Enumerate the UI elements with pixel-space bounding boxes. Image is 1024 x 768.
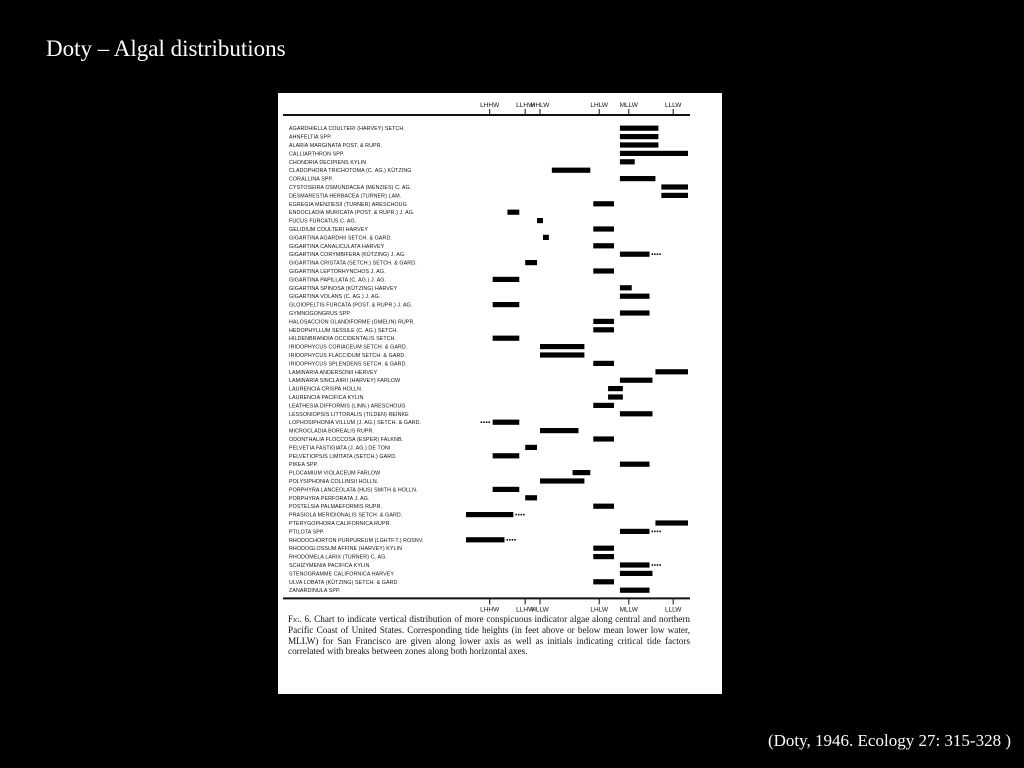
species-label: PELVETIA FASTIGIATA (J. AG.) DE TONI [289,445,391,452]
species-label: LAMINARIA ANDERSONII HERVEY [289,369,378,376]
species-label: LEATHESIA DIFFORMIS (LINN.) ARESCHOUG [289,403,406,410]
distribution-bar [593,504,614,509]
species-label: GLOIOPELTIS FURCATA (POST. & RUPR.) J. AG. [289,302,413,309]
distribution-bar [620,310,650,315]
distribution-bar [620,176,656,181]
bottom-tick-label: LLLW [664,606,682,613]
dotted-extension-dot [518,514,520,516]
distribution-bar [537,218,543,223]
dotted-extension-dot [521,514,523,516]
distribution-bar [493,453,520,458]
distribution-bar [540,478,584,483]
species-label: PORPHYRA LANCEOLATA (HUS) SMITH & HOLLN. [289,487,418,494]
distribution-bar [593,201,614,206]
distribution-bar [593,361,614,366]
top-tick-label: LHHW [480,102,500,109]
species-label: RHODOMELA LARIX (TURNER) C. AG. [289,554,387,561]
slide-title: Doty – Algal distributions [46,36,286,61]
species-label: MICROCLADIA BOREALIS RUPR. [289,428,375,435]
species-label: PRASIOLA MERIDIONALIS SETCH. & GARD. [289,512,403,519]
species-label: PIKEA SPP. [289,462,319,469]
species-label: CHONDRIA DECIPIENS KYLIN [289,159,367,166]
figure-scan [278,93,722,694]
species-label: STENOGRAMME CALIFORNICA HARVEY [289,571,395,578]
species-label: HEDOPHYLLUM SESSILE (C. AG.) SETCH. [289,327,398,334]
distribution-bar [620,294,650,299]
distribution-bar [655,369,688,374]
distribution-bar [507,210,519,215]
dotted-extension-dot [512,539,514,541]
dotted-extension-dot [486,421,488,423]
bottom-tick-label: LLHW [516,606,535,613]
species-label: EGREGIA MENZIESII (TURNER) ARESCHOUG [289,201,407,208]
species-label: CYSTOSEIRA OSMUNDACEA (MENZIES) C. AG. [289,185,412,191]
bottom-tick-label: LHLW [590,606,608,613]
distribution-bar [593,327,614,332]
dotted-extension-dot [657,253,659,255]
distribution-bar [620,588,650,593]
figure-caption-text: Chart to indicate vertical distribution of more conspicuous indicator algae along central and northern Pacific Coast of United States. Corresponding tide heights (in feet above or below mean lower low water, MLLW) for San Francisco are given along lower axis as well as initials indicating critical tide factors correlated with breaks between zones along both horizontal axes. [288,614,691,657]
citation: (Doty, 1946. Ecology 27: 315-328 ) [767,731,1011,750]
species-label: AGARDHIELLA COULTERI (HARVEY) SETCH. [289,126,405,133]
species-label: LOPHOSIPHONIA VILLUM (J. AG.) SETCH. & GARD. [289,420,422,427]
distribution-bar [593,554,614,559]
distribution-bar [540,344,584,349]
figure-caption [288,614,690,657]
distribution-bar [620,378,653,383]
distribution-bar [493,487,520,492]
species-label: LAMINARIA SINCLAIRII (HARVEY) FARLOW [289,378,401,385]
species-label: PTERYGOPHORA CALIFORNICA RUPR. [289,521,392,527]
dotted-extension-dot [514,539,516,541]
bottom-tick-label: LHHW [480,606,500,613]
dotted-extension-dot [659,253,661,255]
dotted-extension-dot [657,564,659,566]
distribution-bar [543,235,549,240]
species-label: GIGARTINA PAPILLATA (C. AG.) J. AG. [289,277,387,284]
species-label: ODONTHALIA FLOCCOSA (ESPER) FALKNB. [289,437,404,443]
distribution-bar [620,134,658,139]
species-label: IRIDOPHYCUS CORIACEUM SETCH. & GARD. [289,344,408,351]
distribution-bar [552,168,590,173]
species-label: POLYSIPHONIA COLLINSII HOLLN. [289,479,379,485]
distribution-bar [493,277,520,282]
distribution-bar [573,470,591,475]
distribution-bar [593,243,614,248]
distribution-bar [620,462,650,467]
species-label: PTILOTA SPP. [289,529,325,536]
species-label: CALLIARTHRON SPP. [289,151,345,158]
distribution-bar [593,403,614,408]
species-label: POSTELSIA PALMAEFORMIS RUPR. [289,504,383,511]
dotted-extension-dot [481,421,483,423]
species-label: ENDOCLADIA MURICATA (POST. & RUPR.) J. AG. [289,210,415,217]
distribution-bar [608,386,623,391]
distribution-bar [466,537,504,542]
species-label: AHNFELTIA SPP. [289,134,332,141]
dotted-extension-dot [483,421,485,423]
distribution-bar [620,159,635,164]
species-label: ULVA LOBATA (KÜTZING) SETCH. & GARD. [289,579,400,586]
distribution-bar [620,285,632,290]
bottom-tick-label: HLLW [531,606,549,613]
species-label: ALARIA MARGINATA POST. & RUPR. [289,143,383,149]
distribution-bar [608,394,623,399]
distribution-bar [593,319,614,324]
species-label: RHODOGLOSSUM AFFINE (HARVEY) KYLIN [289,546,403,553]
distribution-bar [525,445,537,450]
dotted-extension-dot [654,564,656,566]
distribution-bar [593,546,614,551]
distribution-bar [593,436,614,441]
species-label: HILDENBRANDIA OCCIDENTALIS SETCH. [289,336,397,343]
distribution-bar [661,193,688,198]
dotted-extension-dot [659,564,661,566]
distribution-bar [493,302,520,307]
species-label: GELIDIUM COULTERI HARVEY [289,227,369,233]
distribution-bar [620,529,650,534]
dotted-extension-dot [652,564,654,566]
distribution-bar [655,520,688,525]
species-label: GIGARTINA SPINOSA (KÜTZING) HARVEY [289,285,398,292]
species-label: GIGARTINA LEPTORHYNCHOS J. AG. [289,269,386,275]
distribution-bar [540,428,578,433]
dotted-extension-dot [488,421,490,423]
species-label: IRIDOPHYCUS SPLENDENS SETCH. & GARD. [289,361,408,368]
distribution-bar [620,562,650,567]
top-tick-label: HHLW [530,102,550,109]
species-label: CLADOPHORA TRICHOTOMA (C. AG.) KÜTZING [289,168,412,175]
top-tick-label: MLLW [619,102,638,109]
dotted-extension-dot [652,531,654,533]
distribution-bar [525,260,537,265]
dotted-extension-dot [657,531,659,533]
distribution-bar [540,352,584,357]
species-label: HALOSACCION GLANDIFORME (GMELIN) RUPR. [289,319,415,326]
algal-distribution-chart [278,93,722,613]
species-label: GIGARTINA CANALICULATA HARVEY [289,243,385,250]
distribution-bar [593,226,614,231]
distribution-bar [620,252,650,257]
species-label: PELVETIOPSIS LIMITATA (SETCH.) GARD. [289,453,397,460]
species-label: GIGARTINA VOLANS (C. AG.) J. AG. [289,294,381,301]
dotted-extension-dot [654,531,656,533]
dotted-extension-dot [659,531,661,533]
species-label: FUCUS FURCATUS C. AG. [289,218,357,225]
distribution-bar [593,579,614,584]
species-label: GYMNOGONGRUS SPP. [289,311,351,317]
species-label: RHODOCHORTON PURPUREUM (LGHTF.T.) ROSNV. [289,537,424,544]
species-label: LAURENCIA PACIFICA KYLIN [289,395,364,401]
species-label: ZANARDINULA SPP. [289,588,341,595]
top-tick-label: LLHW [516,102,535,109]
dotted-extension-dot [652,253,654,255]
dotted-extension-dot [515,514,517,516]
species-label: DESMARESTIA HERBACEA (TURNER) LAM. [289,193,402,200]
dotted-extension-dot [523,514,525,516]
species-label: GIGARTINA CRISTATA (SETCH.) SETCH. & GARD. [289,260,417,267]
distribution-bar [620,571,653,576]
species-label: IRIDOPHYCUS FLACCIDUM SETCH. & GARD. [289,353,406,359]
species-label: LAURENCIA CRISPA HOLLN. [289,386,363,393]
species-label: LESSONIOPSIS LITTORALIS (TILDEN) REINKE [289,411,409,418]
distribution-bar [620,411,653,416]
species-label: CORALLINA SPP. [289,176,333,183]
distribution-bar [466,512,513,517]
distribution-bar [493,336,520,341]
top-tick-label: LLLW [664,102,682,109]
species-label: PORPHYRA PERFORATA J. AG. [289,495,370,502]
bottom-tick-label: MLLW [619,606,638,613]
dotted-extension-dot [654,253,656,255]
figure-caption-label: Fig. 6. [288,614,312,624]
distribution-bar [620,126,658,131]
distribution-bar [620,142,658,147]
species-label: SCHIZYMENIA PACIFICA KYLIN [289,563,370,569]
dotted-extension-dot [506,539,508,541]
dotted-extension-dot [509,539,511,541]
distribution-bar [620,151,688,156]
distribution-bar [493,420,520,425]
species-label: GIGARTINA CORYMBIFERA (KÜTZING) J. AG. [289,252,406,259]
species-label: GIGARTINA AGARDHII SETCH. & GARD. [289,235,392,242]
species-label: PLOCAMIUM VIOLACEUM FARLOW [289,470,381,477]
distribution-bar [593,268,614,273]
distribution-bar [525,495,537,500]
distribution-bar [661,184,688,189]
top-tick-label: LHLW [590,102,608,109]
